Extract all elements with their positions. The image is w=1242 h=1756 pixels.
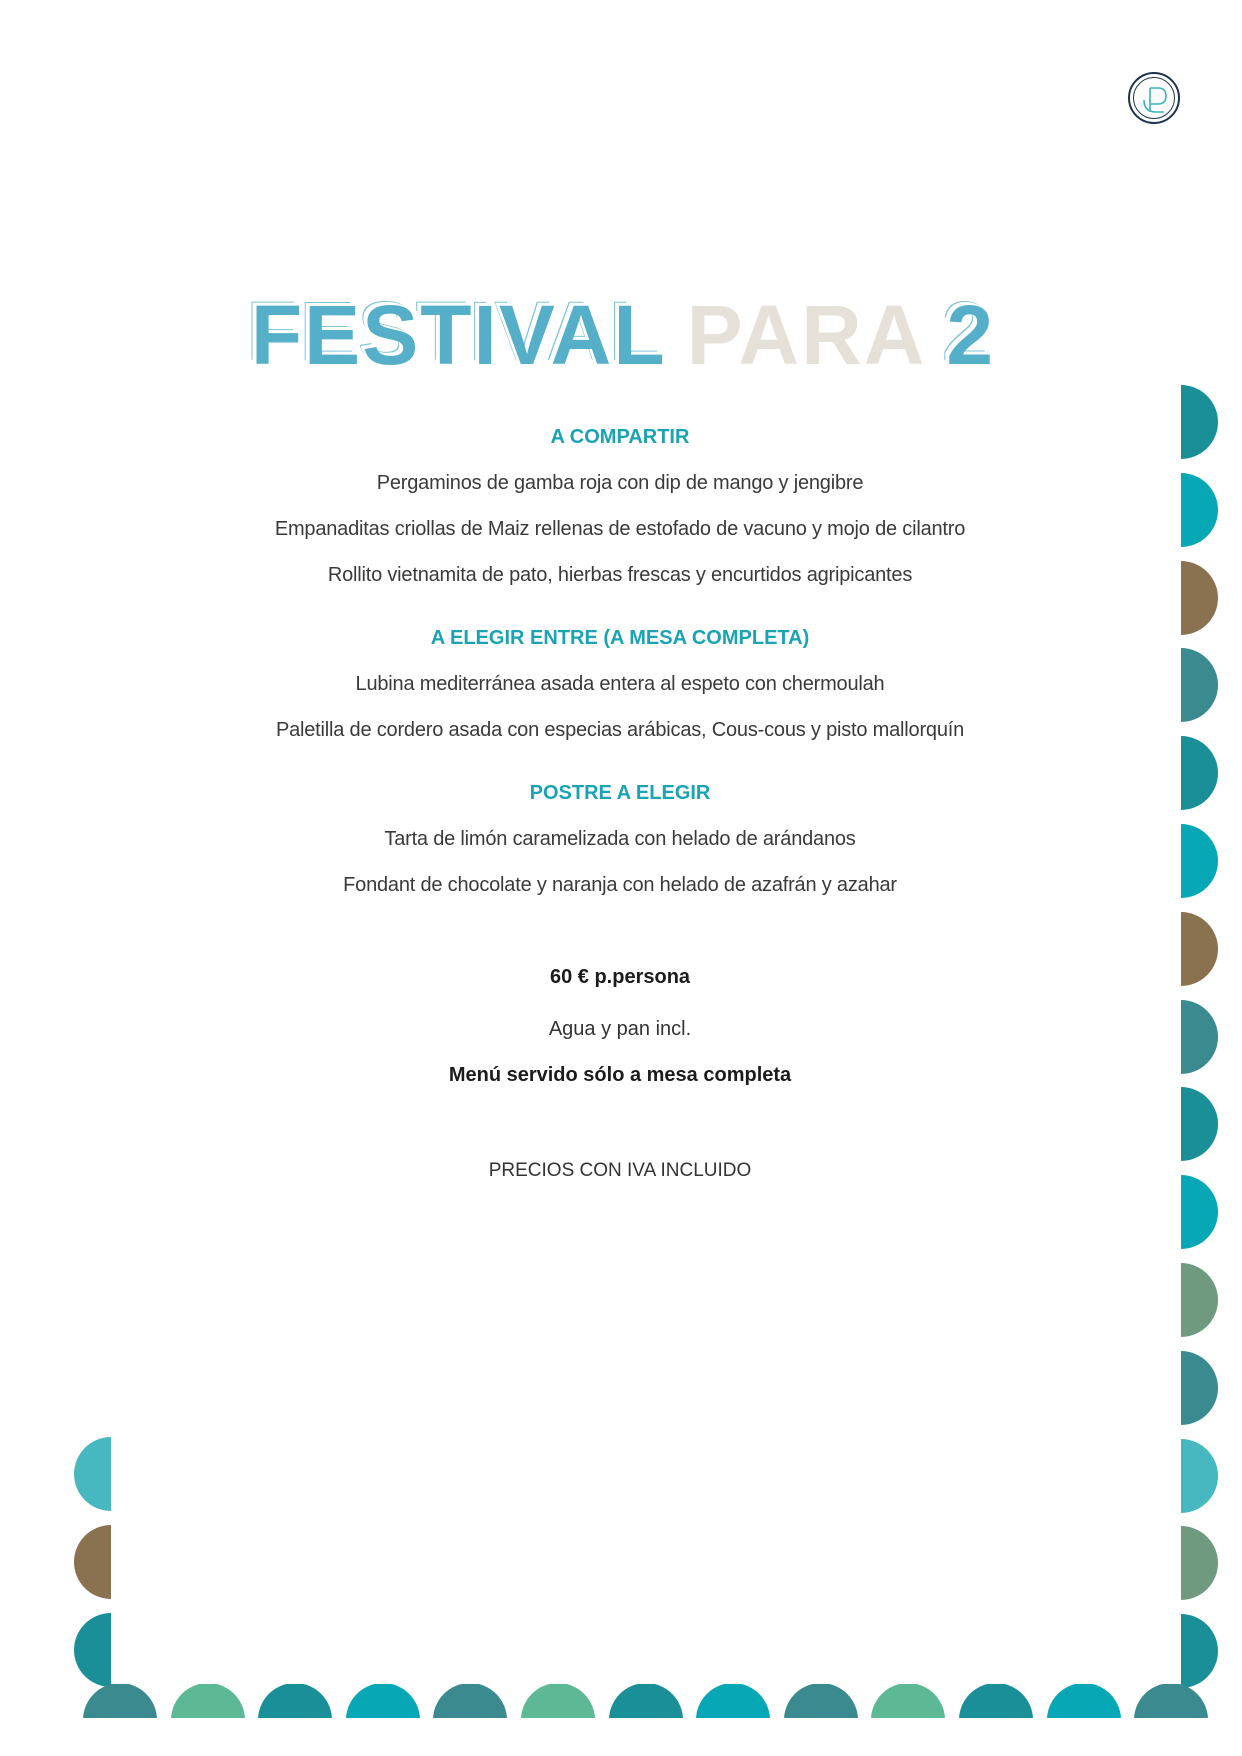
section-heading-postre: POSTRE A ELEGIR <box>529 782 711 804</box>
title-para: PARA <box>686 288 927 382</box>
border-dot-right <box>1181 1614 1220 1688</box>
border-dot-bottom <box>83 1684 157 1718</box>
dish-item: Pergaminos de gamba roja con dip de mango y jengibre <box>376 472 864 494</box>
border-dot-bottom <box>1134 1684 1208 1718</box>
border-dot-bottom <box>346 1684 420 1718</box>
border-dot-bottom <box>258 1684 332 1718</box>
border-dot-left <box>72 1525 111 1599</box>
border-dot-right <box>1181 1087 1220 1161</box>
border-dot-bottom <box>696 1684 770 1718</box>
border-dot-right <box>1181 648 1220 722</box>
border-dot-bottom <box>609 1684 683 1718</box>
border-dot-left <box>72 1437 111 1511</box>
border-dot-right <box>1181 473 1220 547</box>
title-number: 2 <box>946 288 996 382</box>
border-dot-bottom <box>871 1684 945 1718</box>
border-dot-left <box>72 1613 111 1687</box>
border-dot-right <box>1181 1175 1220 1249</box>
menu-content <box>130 0 1110 1756</box>
dish-item: Lubina mediterránea asada entera al espeto con chermoulah <box>355 673 885 695</box>
border-dot-right <box>1181 1439 1220 1513</box>
border-dot-right <box>1181 1263 1220 1337</box>
monogram-icon <box>1130 74 1182 126</box>
dish-item: Tarta de limón caramelizada con helado de arándanos <box>384 828 856 850</box>
border-dot-right <box>1181 1000 1220 1074</box>
restaurant-logo <box>1128 72 1180 124</box>
border-dot-bottom <box>171 1684 245 1718</box>
border-dot-right <box>1181 1526 1220 1600</box>
title-festival: FESTIVAL <box>250 288 667 382</box>
vat-note: PRECIOS CON IVA INCLUIDO <box>488 1160 752 1181</box>
included-note: Agua y pan incl. <box>548 1018 692 1040</box>
border-dot-bottom <box>1047 1684 1121 1718</box>
price-per-person: 60 € p.persona <box>549 966 691 988</box>
border-dot-right <box>1181 561 1220 635</box>
dish-item: Fondant de chocolate y naranja con helado de azafrán y azahar <box>343 874 897 896</box>
dish-item: Paletilla de cordero asada con especias arábicas, Cous-cous y pisto mallorquín <box>275 719 965 741</box>
border-dot-bottom <box>784 1684 858 1718</box>
border-dot-right <box>1181 736 1220 810</box>
full-table-note: Menú servido sólo a mesa completa <box>448 1064 792 1086</box>
border-dot-bottom <box>521 1684 595 1718</box>
dish-item: Rollito vietnamita de pato, hierbas frescas y encurtidos agripicantes <box>327 564 913 586</box>
border-dot-bottom <box>959 1684 1033 1718</box>
border-dot-right <box>1181 912 1220 986</box>
section-heading-elegir: A ELEGIR ENTRE (A MESA COMPLETA) <box>430 627 810 649</box>
border-dot-right <box>1181 824 1220 898</box>
border-dot-right <box>1181 385 1220 459</box>
dish-item: Empanaditas criollas de Maiz rellenas de estofado de vacuno y mojo de cilantro <box>274 518 966 540</box>
border-dot-right <box>1181 1351 1220 1425</box>
border-dot-bottom <box>433 1684 507 1718</box>
section-heading-compartir: A COMPARTIR <box>550 426 690 448</box>
